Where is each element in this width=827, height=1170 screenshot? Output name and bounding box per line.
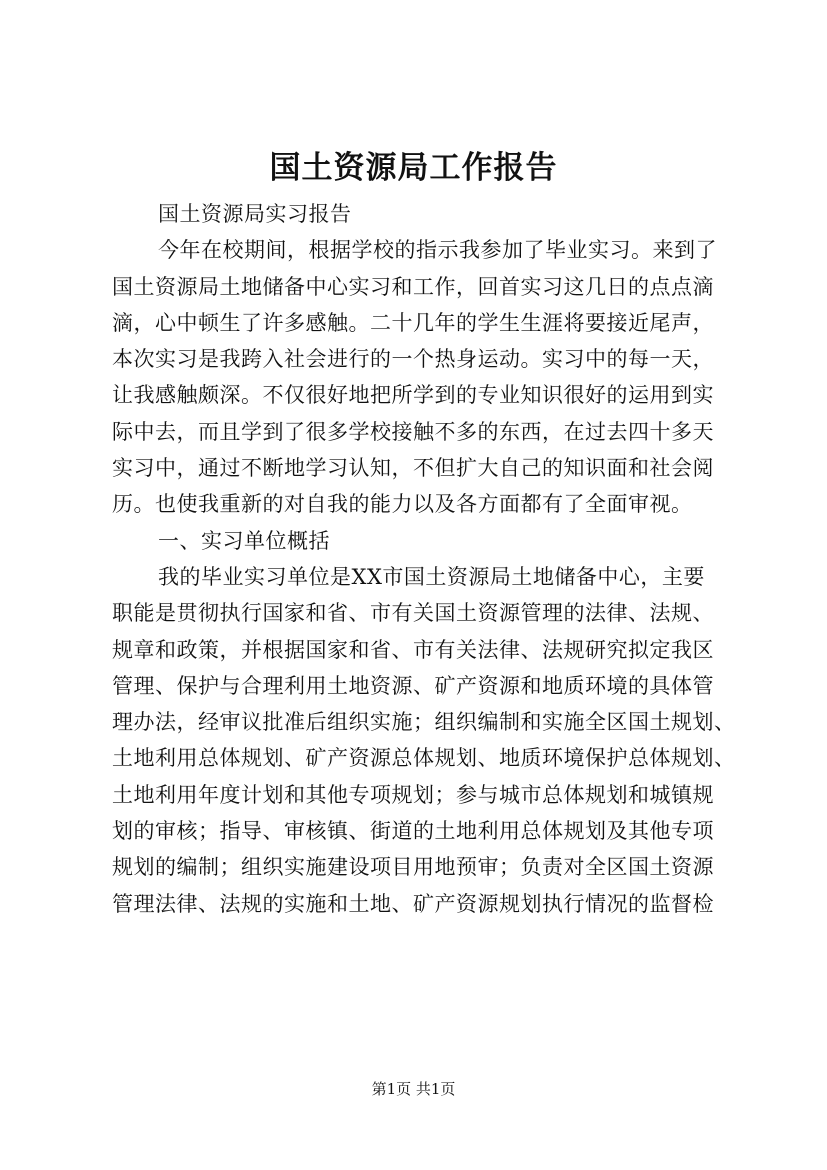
section-subtitle: 国土资源局实习报告 bbox=[158, 202, 352, 226]
paragraph-line: 本次实习是我跨入社会进行的一个热身运动。实习中的每一天， bbox=[112, 347, 714, 372]
paragraph-line: 职能是贯彻执行国家和省、市有关国土资源管理的法律、法规、 bbox=[112, 601, 714, 626]
paragraph-line: 规划的编制；组织实施建设项目用地预审；负责对全区国土资源 bbox=[112, 855, 714, 880]
paragraph-line: 划的审核；指导、审核镇、街道的土地利用总体规划及其他专项 bbox=[112, 819, 714, 844]
section-heading: 一、实习单位概括 bbox=[158, 528, 330, 553]
paragraph-line: 滴，心中顿生了许多感触。二十几年的学生生涯将要接近尾声， bbox=[112, 310, 714, 335]
paragraph-line: 理办法，经审议批准后组织实施；组织编制和实施全区国土规划、 bbox=[112, 710, 736, 735]
paragraph-line: 国土资源局土地储备中心实习和工作，回首实习这几日的点点滴 bbox=[112, 274, 714, 299]
page-footer: 第1页 共1页 bbox=[371, 1080, 456, 1098]
paragraph-line: 管理、保护与合理利用土地资源、矿产资源和地质环境的具体管 bbox=[112, 673, 714, 698]
paragraph-line: 土地利用年度计划和其他专项规划；参与城市总体规划和城镇规 bbox=[112, 782, 714, 807]
document-body bbox=[112, 196, 736, 922]
paragraph-line: 历。也使我重新的对自我的能力以及各方面都有了全面审视。 bbox=[112, 492, 693, 517]
paragraph-line: 我的毕业实习单位是XX市国土资源局土地储备中心，主要 bbox=[158, 564, 705, 589]
paragraph-line: 实习中，通过不断地学习认知，不但扩大自己的知识面和社会阅 bbox=[112, 456, 714, 481]
paragraph-line: 让我感触颇深。不仅很好地把所学到的专业知识很好的运用到实 bbox=[112, 383, 714, 408]
paragraph-line: 际中去，而且学到了很多学校接触不多的东西，在过去四十多天 bbox=[112, 419, 714, 444]
paragraph-line: 今年在校期间，根据学校的指示我参加了毕业实习。来到了 bbox=[158, 238, 717, 263]
paragraph-line: 管理法律、法规的实施和土地、矿产资源规划执行情况的监督检 bbox=[112, 891, 714, 916]
document-title: 国土资源局工作报告 bbox=[269, 150, 558, 186]
paragraph-line: 土地利用总体规划、矿产资源总体规划、地质环境保护总体规划、 bbox=[112, 746, 736, 771]
paragraph-line: 规章和政策，并根据国家和省、市有关法律、法规研究拟定我区 bbox=[112, 637, 714, 662]
